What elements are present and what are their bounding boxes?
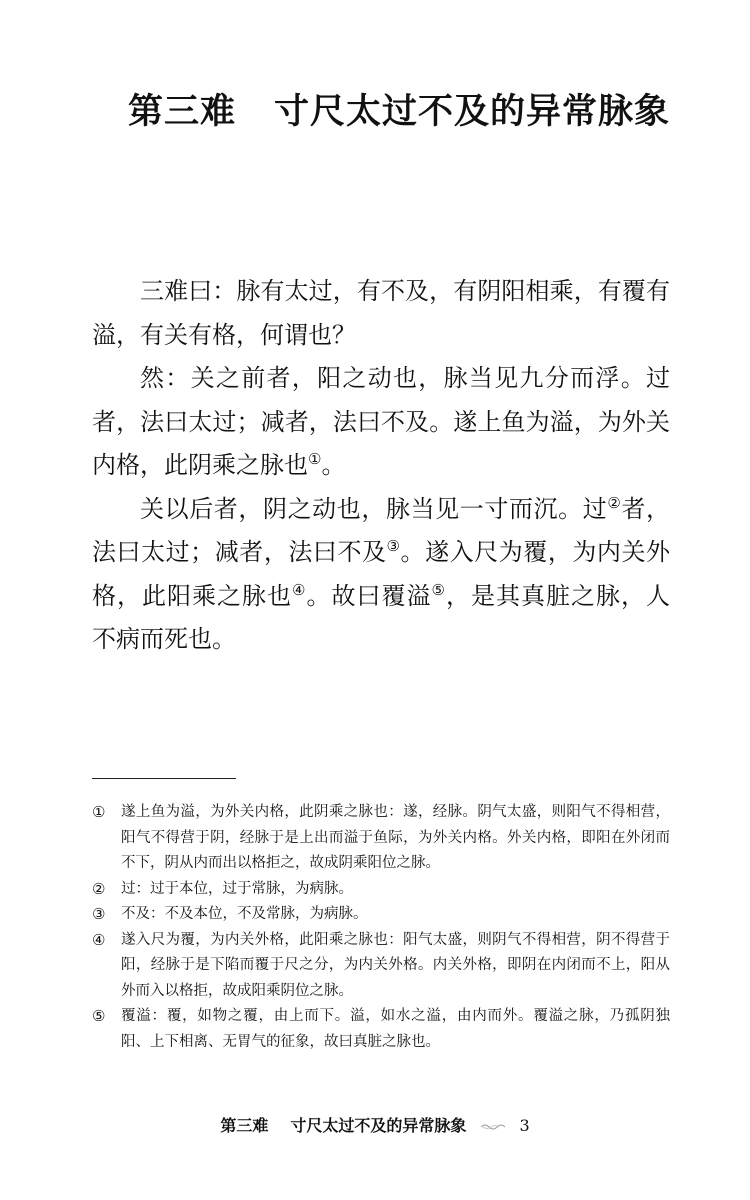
footnote-4 (92, 928, 670, 1005)
footnote-number: ⑤ (92, 1007, 106, 1025)
footer-chapter: 第三难 (220, 1116, 269, 1135)
footnote-number: ① (92, 803, 106, 821)
footnote-number: ④ (92, 930, 106, 949)
footnote-3 (92, 902, 670, 928)
paragraph-text: 三难曰：脉有太过，有不及，有阴阳相乘，有覆有溢，有关有格，何谓也？ (92, 277, 670, 349)
paragraph-text: 然：关之前者，阳之动也，脉当见九分而浮。过者，法曰太过；减者，法曰不及。遂上鱼为溢，为外关内格，此阴乘之脉也 (92, 364, 670, 479)
running-footer (0, 1113, 750, 1136)
footnote-ref-2[interactable]: ② (607, 493, 622, 512)
paragraph-text: 。遂入尺为覆，为内关外格，此阳乘之脉也 (92, 538, 671, 610)
footnote-ref-3[interactable]: ③ (386, 537, 401, 555)
title-subject: 寸尺太过不及的异常脉象 (273, 91, 670, 132)
paragraph-question (92, 270, 670, 357)
footnote-divider (92, 778, 236, 779)
paragraph-text: 。 (321, 451, 346, 479)
footnote-1 (92, 800, 670, 877)
footnote-text: 遂入尺为覆，为内关外格，此阳乘之脉也：阳气太盛，则阴气不得相营，阴不得营于阳，经脉于是下陷而覆于尺之分，为内关外格。内关外格，即阴在内闭而不上，阳从外而入以格拒，故成阳乘阴位之脉。 (121, 931, 670, 999)
paragraph-text: 者，法曰太过；减者，法曰不及 (92, 494, 671, 566)
paragraph-answer-yin (92, 488, 670, 662)
title-chapter: 第三难 (127, 91, 236, 132)
footnote-number: ② (92, 879, 106, 898)
page-number: 3 (519, 1116, 530, 1135)
footnote-text: 遂上鱼为溢，为外关内格，此阴乘之脉也：遂，经脉。阴气太盛，则阳气不得相营，阳气不得营于阴，经脉于是上出而溢于鱼际，为外关内格。外关内格，即阳在外闭而不下，阴从内而出以格拒之，故成阴乘阳位之脉。 (121, 804, 670, 871)
paragraph-text: 。故曰覆溢 (306, 581, 432, 610)
footnote-ref-5[interactable]: ⑤ (431, 580, 446, 599)
footnote-2 (92, 877, 670, 903)
footnote-ref-1[interactable]: ① (308, 450, 322, 468)
paragraph-text: ，是其真脏之脉，人不病而死也。 (92, 581, 671, 653)
paragraph-text: 关以后者，阴之动也，脉当见一寸而沉。过 (140, 494, 608, 523)
footnote-ref-4[interactable]: ④ (292, 580, 307, 599)
footnote-5 (92, 1004, 670, 1055)
footnote-text: 覆溢：覆，如物之覆，由上而下。溢，如水之溢，由内而外。覆溢之脉，乃孤阴独阳、上下相离、无胃气的征象，故曰真脏之脉也。 (121, 1008, 670, 1050)
footnote-text: 过：过于本位，过于常脉，为病脉。 (121, 880, 353, 897)
footer-subject: 寸尺太过不及的异常脉象 (290, 1116, 467, 1135)
ornament-icon (480, 1117, 506, 1136)
page-title (128, 84, 670, 134)
footnote-text: 不及：不及本位，不及常脉，为病脉。 (121, 906, 368, 922)
footnote-number: ③ (92, 905, 106, 923)
main-text (92, 270, 670, 662)
paragraph-answer-yang (92, 357, 670, 488)
footnotes (92, 800, 670, 1055)
